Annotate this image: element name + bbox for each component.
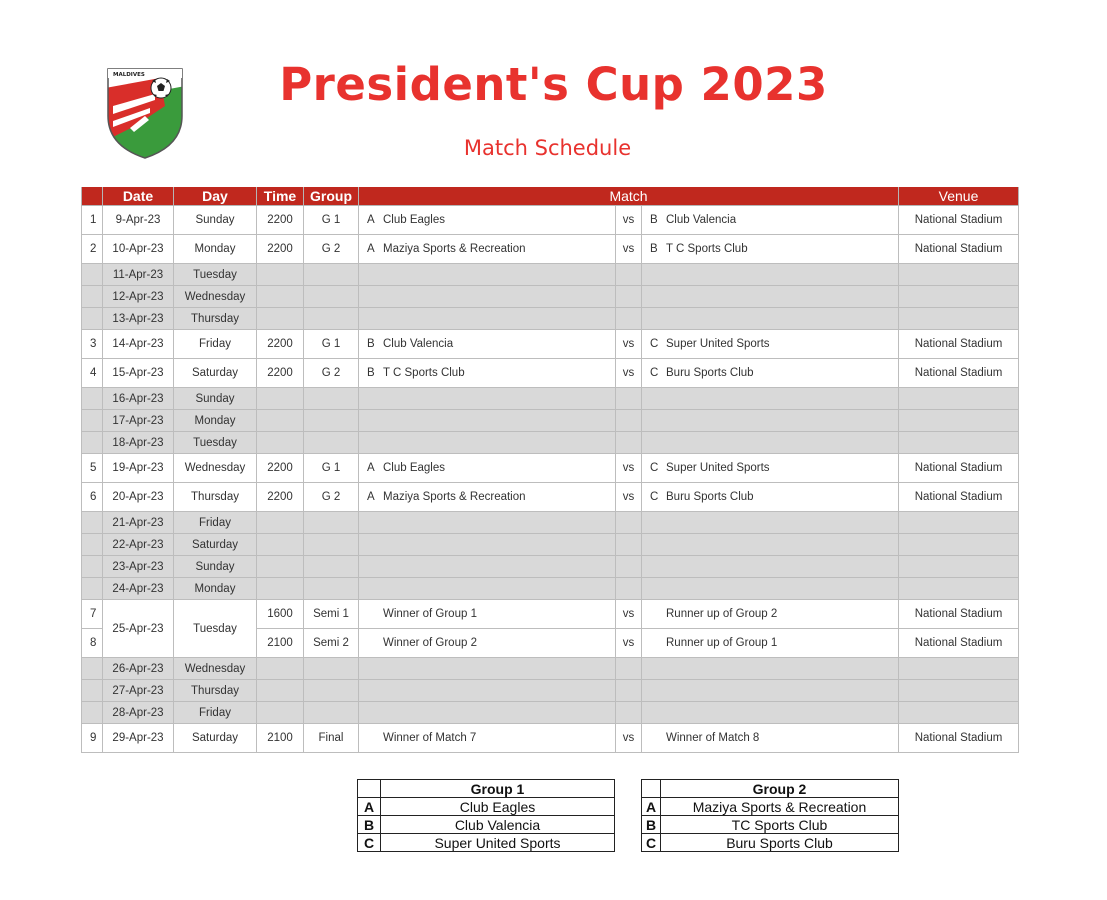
match-time [257,432,304,454]
away-team [642,629,899,658]
match-group: G 1 [304,330,359,359]
vs-label [616,658,642,680]
group-title: Group 2 [661,780,899,798]
vs-label [616,702,642,724]
match-number [82,388,103,410]
match-venue [899,410,1019,432]
match-date: 19-Apr-23 [103,454,174,483]
group-team-name: TC Sports Club [661,816,899,834]
home-team [359,206,616,235]
match-group [304,264,359,286]
match-venue: National Stadium [899,724,1019,753]
page-subtitle: Match Schedule [463,136,632,160]
match-number [82,556,103,578]
match-time [257,556,304,578]
team-name: Runner up of Group 2 [666,608,778,620]
match-number [82,432,103,454]
match-date: 15-Apr-23 [103,359,174,388]
away-team [642,264,899,286]
match-date: 9-Apr-23 [103,206,174,235]
away-team [642,308,899,330]
match-group: Semi 1 [304,600,359,629]
group-header-row [358,780,615,798]
match-number [82,264,103,286]
match-time: 2100 [257,724,304,753]
match-time: 2200 [257,235,304,264]
match-time: 2100 [257,629,304,658]
home-team [359,556,616,578]
home-team [359,658,616,680]
home-team [359,286,616,308]
match-date: 20-Apr-23 [103,483,174,512]
group-title: Group 1 [381,780,615,798]
team-name: Winner of Group 1 [383,608,477,620]
match-number: 4 [82,359,103,388]
away-team [642,512,899,534]
vs-label [616,410,642,432]
match-time: 2200 [257,206,304,235]
team-group-letter: B [650,243,658,255]
match-day: Thursday [174,483,257,512]
match-number: 8 [82,629,103,658]
match-group [304,512,359,534]
match-group: G 1 [304,206,359,235]
away-team [642,454,899,483]
match-day: Wednesday [174,658,257,680]
away-team [642,235,899,264]
match-venue [899,702,1019,724]
match-day: Saturday [174,359,257,388]
match-schedule-table [81,187,1019,753]
away-team [642,410,899,432]
match-number [82,702,103,724]
match-date: 13-Apr-23 [103,308,174,330]
group-team-row [642,816,899,834]
team-name: Club Eagles [383,214,446,226]
empty-day-row [82,512,1019,534]
group-2-table [641,779,899,852]
group-team-row [358,798,615,816]
match-day: Sunday [174,388,257,410]
match-row [82,359,1019,388]
empty-day-row [82,264,1019,286]
match-group [304,578,359,600]
group-team-key: B [642,816,661,834]
away-team [642,206,899,235]
away-team [642,330,899,359]
match-venue [899,432,1019,454]
home-team [359,330,616,359]
match-venue [899,286,1019,308]
home-team [359,534,616,556]
empty-day-row [82,578,1019,600]
group-1-table [357,779,615,852]
match-day: Wednesday [174,286,257,308]
vs-label [616,286,642,308]
group-header-row [642,780,899,798]
team-group-letter: A [367,491,375,503]
match-venue: National Stadium [899,629,1019,658]
match-venue: National Stadium [899,206,1019,235]
match-row [82,724,1019,753]
match-venue [899,658,1019,680]
group-team-row [642,798,899,816]
team-group-letter: B [650,214,658,226]
match-day: Sunday [174,556,257,578]
col-header-match: Match [359,187,899,206]
match-date: 25-Apr-23 [103,600,174,658]
match-number: 2 [82,235,103,264]
vs-label: vs [616,330,642,359]
empty-day-row [82,680,1019,702]
match-time: 2200 [257,330,304,359]
page-title: President's Cup 2023 [279,58,828,111]
match-group [304,432,359,454]
vs-label [616,556,642,578]
match-venue [899,512,1019,534]
empty-day-row [82,658,1019,680]
group-team-name: Club Eagles [381,798,615,816]
match-number: 7 [82,600,103,629]
group-team-name: Club Valencia [381,816,615,834]
match-time [257,286,304,308]
match-venue [899,680,1019,702]
group-team-name: Buru Sports Club [661,834,899,852]
col-header-group: Group [304,187,359,206]
match-venue: National Stadium [899,359,1019,388]
vs-label [616,578,642,600]
home-team [359,702,616,724]
match-time [257,578,304,600]
team-name: T C Sports Club [383,367,465,379]
match-venue [899,388,1019,410]
team-name: Buru Sports Club [666,491,754,503]
home-team [359,359,616,388]
away-team [642,388,899,410]
team-name: Super United Sports [666,462,770,474]
team-name: Maziya Sports & Recreation [383,491,526,503]
away-team [642,680,899,702]
match-day: Friday [174,702,257,724]
match-day: Thursday [174,680,257,702]
match-time [257,410,304,432]
match-group [304,658,359,680]
away-team [642,600,899,629]
away-team [642,534,899,556]
team-name: Club Valencia [666,214,737,226]
match-group: G 2 [304,483,359,512]
match-venue [899,556,1019,578]
match-date: 11-Apr-23 [103,264,174,286]
match-day: Tuesday [174,264,257,286]
home-team [359,724,616,753]
match-date: 21-Apr-23 [103,512,174,534]
empty-day-row [82,286,1019,308]
match-group [304,556,359,578]
match-date: 10-Apr-23 [103,235,174,264]
match-group: G 1 [304,454,359,483]
match-number: 9 [82,724,103,753]
match-venue: National Stadium [899,483,1019,512]
group-team-name: Maziya Sports & Recreation [661,798,899,816]
vs-label: vs [616,600,642,629]
team-group-letter: A [367,214,375,226]
match-date: 18-Apr-23 [103,432,174,454]
empty-day-row [82,702,1019,724]
group-team-row [358,834,615,852]
match-venue [899,264,1019,286]
match-venue: National Stadium [899,235,1019,264]
match-date: 22-Apr-23 [103,534,174,556]
team-group-letter: A [367,243,375,255]
logo-text: MALDIVES [113,72,145,78]
match-group [304,308,359,330]
match-time [257,308,304,330]
match-day: Thursday [174,308,257,330]
match-day: Saturday [174,724,257,753]
match-day: Wednesday [174,454,257,483]
team-name: Winner of Match 7 [383,732,477,744]
home-team [359,308,616,330]
group-team-name: Super United Sports [381,834,615,852]
match-day: Monday [174,578,257,600]
match-day: Tuesday [174,600,257,658]
match-date: 24-Apr-23 [103,578,174,600]
match-time [257,512,304,534]
match-time [257,264,304,286]
match-row [82,454,1019,483]
match-row [82,330,1019,359]
empty-day-row [82,556,1019,578]
vs-label: vs [616,359,642,388]
away-team [642,359,899,388]
away-team [642,556,899,578]
match-venue: National Stadium [899,600,1019,629]
empty-day-row [82,410,1019,432]
match-row [82,483,1019,512]
team-name: Runner up of Group 1 [666,637,778,649]
team-name: Club Eagles [383,462,446,474]
empty-day-row [82,534,1019,556]
team-group-letter: A [367,462,375,474]
team-name: Buru Sports Club [666,367,754,379]
away-team [642,578,899,600]
match-group: Semi 2 [304,629,359,658]
match-number [82,658,103,680]
match-venue: National Stadium [899,454,1019,483]
match-date: 16-Apr-23 [103,388,174,410]
home-team [359,235,616,264]
group-team-row [358,816,615,834]
match-group: G 2 [304,235,359,264]
match-number [82,308,103,330]
group-header-blank [642,780,661,798]
match-number: 5 [82,454,103,483]
match-time: 1600 [257,600,304,629]
team-group-letter: C [650,462,659,474]
group-team-key: A [358,798,381,816]
match-time [257,534,304,556]
match-group: Final [304,724,359,753]
team-name: Club Valencia [383,338,454,350]
group-team-row [642,834,899,852]
home-team [359,629,616,658]
match-time [257,702,304,724]
match-group [304,702,359,724]
col-header-date: Date [103,187,174,206]
match-day: Sunday [174,206,257,235]
match-row [82,600,1019,629]
home-team [359,454,616,483]
match-day: Saturday [174,534,257,556]
team-group-letter: C [650,338,659,350]
match-group: G 2 [304,359,359,388]
match-group [304,388,359,410]
vs-label: vs [616,235,642,264]
match-number [82,512,103,534]
home-team [359,264,616,286]
col-header-day: Day [174,187,257,206]
match-day: Monday [174,235,257,264]
match-date: 27-Apr-23 [103,680,174,702]
match-number: 3 [82,330,103,359]
match-time [257,658,304,680]
match-date: 17-Apr-23 [103,410,174,432]
empty-day-row [82,388,1019,410]
match-number [82,578,103,600]
home-team [359,600,616,629]
vs-label [616,512,642,534]
match-date: 14-Apr-23 [103,330,174,359]
vs-label: vs [616,483,642,512]
vs-label [616,432,642,454]
match-date: 26-Apr-23 [103,658,174,680]
col-header-time: Time [257,187,304,206]
group-team-key: B [358,816,381,834]
match-venue: National Stadium [899,330,1019,359]
team-name: Super United Sports [666,338,770,350]
empty-day-row [82,432,1019,454]
away-team [642,483,899,512]
match-date: 12-Apr-23 [103,286,174,308]
table-header-row [82,187,1019,206]
match-date: 28-Apr-23 [103,702,174,724]
team-name: Winner of Group 2 [383,637,477,649]
group-header-blank [358,780,381,798]
home-team [359,578,616,600]
group-team-key: A [642,798,661,816]
match-number: 1 [82,206,103,235]
vs-label [616,264,642,286]
team-group-letter: C [650,491,659,503]
match-number [82,680,103,702]
home-team [359,432,616,454]
match-group [304,286,359,308]
group-team-key: C [358,834,381,852]
home-team [359,483,616,512]
home-team [359,388,616,410]
match-venue [899,308,1019,330]
home-team [359,512,616,534]
away-team [642,702,899,724]
home-team [359,680,616,702]
away-team [642,724,899,753]
team-name: Maziya Sports & Recreation [383,243,526,255]
match-venue [899,534,1019,556]
match-date: 23-Apr-23 [103,556,174,578]
match-day: Tuesday [174,432,257,454]
vs-label: vs [616,206,642,235]
match-group [304,410,359,432]
match-group [304,534,359,556]
away-team [642,286,899,308]
match-venue [899,578,1019,600]
group-team-key: C [642,834,661,852]
team-name: T C Sports Club [666,243,748,255]
team-group-letter: C [650,367,659,379]
match-group [304,680,359,702]
empty-day-row [82,308,1019,330]
match-time: 2200 [257,454,304,483]
match-time [257,388,304,410]
match-time: 2200 [257,483,304,512]
vs-label [616,534,642,556]
match-day: Monday [174,410,257,432]
match-number [82,534,103,556]
match-date: 29-Apr-23 [103,724,174,753]
match-number [82,286,103,308]
match-number: 6 [82,483,103,512]
vs-label: vs [616,724,642,753]
home-team [359,410,616,432]
vs-label [616,308,642,330]
team-group-letter: B [367,338,375,350]
match-time: 2200 [257,359,304,388]
vs-label [616,388,642,410]
away-team [642,432,899,454]
match-day: Friday [174,330,257,359]
team-group-letter: B [367,367,375,379]
match-row [82,235,1019,264]
vs-label: vs [616,454,642,483]
vs-label [616,680,642,702]
team-name: Winner of Match 8 [666,732,760,744]
vs-label: vs [616,629,642,658]
match-day: Friday [174,512,257,534]
match-time [257,680,304,702]
match-number [82,410,103,432]
col-header-no [82,187,103,206]
away-team [642,658,899,680]
col-header-venue: Venue [899,187,1019,206]
match-row [82,206,1019,235]
